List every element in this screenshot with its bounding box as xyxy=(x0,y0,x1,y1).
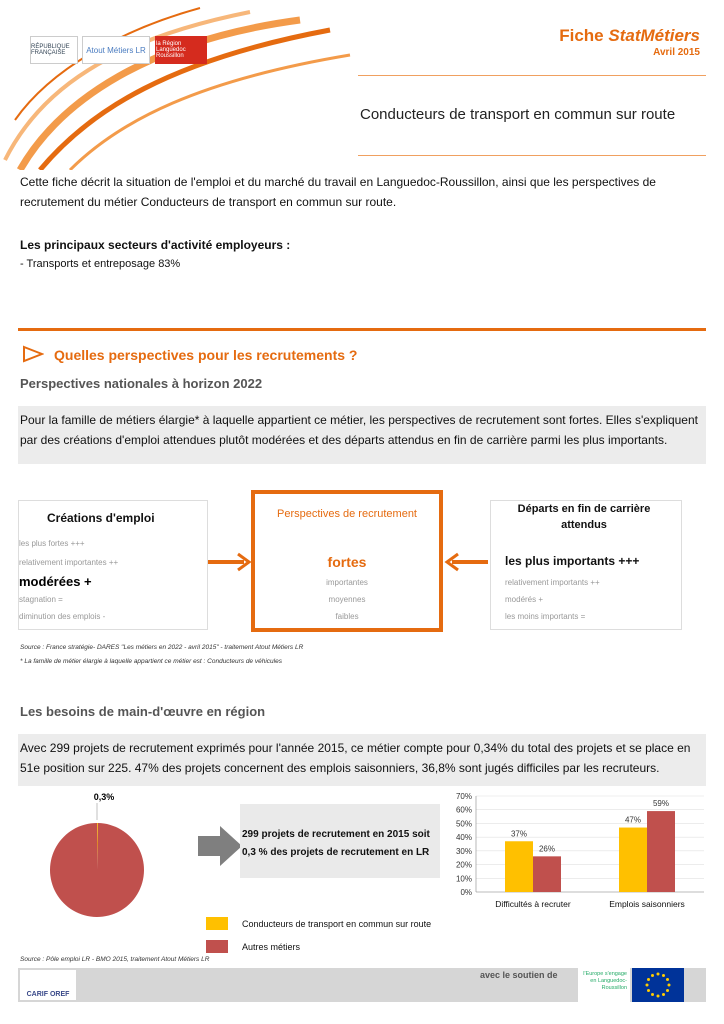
fiche-title-part2: StatMétiers xyxy=(608,26,700,45)
perspectives-box-title: Perspectives de recrutement xyxy=(276,508,417,520)
perspectives-level: faibles xyxy=(335,612,359,621)
arrowhead-left-icon xyxy=(444,552,460,572)
logo-atout-text: Atout Métiers LR xyxy=(86,45,146,55)
play-arrow-icon xyxy=(22,345,44,363)
pie-chart xyxy=(40,790,160,920)
logo-republique-francaise xyxy=(30,36,78,64)
creations-level: diminution des emplois - xyxy=(19,612,106,621)
perspectives-level: importantes xyxy=(326,578,368,587)
diagram-source: Source : France stratégie- DARES "Les métiers en 2022 - avril 2015" - traitement Atout Métiers LR xyxy=(20,644,304,651)
sectors-label: Les principaux secteurs d'activité employeurs : xyxy=(20,238,291,252)
arrowhead-right-icon xyxy=(236,552,252,572)
pie-slice xyxy=(50,823,144,917)
y-tick-label: 50% xyxy=(455,819,472,829)
callout-text: 299 projets de recrutement en 2015 soit 0,3 % des projets de recrutement en LR xyxy=(242,829,430,858)
creations-value: modérées + xyxy=(19,574,92,589)
bar-data-label: 47% xyxy=(624,815,642,825)
big-arrow-icon xyxy=(198,826,242,866)
sector-item: - Transports et entreposage 83% xyxy=(20,258,181,270)
intro-text: Cette fiche décrit la situation de l'emploi et du marché du travail en Languedoc-Roussillon, ainsi que les perspectives de recrutement du métier Conducteurs de transport en commun sur route. xyxy=(20,175,656,209)
departs-panel xyxy=(490,500,682,630)
decorative-swoosh xyxy=(0,0,360,170)
logo-europe-sengage xyxy=(578,968,630,1002)
besoins-title: Les besoins de main-d'œuvre en région xyxy=(20,704,266,719)
divider-bottom xyxy=(358,155,706,156)
national-title: Perspectives nationales à horizon 2022 xyxy=(20,376,263,391)
fiche-title xyxy=(559,26,700,46)
logo-europe-text: l'Europe s'engage en Languedoc-Roussillon xyxy=(583,971,627,991)
logo-rf-text: RÉPUBLIQUE FRANÇAISE xyxy=(31,44,70,56)
eu-flag-icon xyxy=(632,968,684,1002)
creations-title: Créations d'emploi xyxy=(47,511,155,525)
besoins-source: Source : Pôle emploi LR - BMO 2015, traitement Atout Métiers LR xyxy=(20,956,210,963)
logo-region xyxy=(155,36,207,64)
bar xyxy=(533,856,561,892)
diagram-note: * La famille de métier élargie à laquelle appartient ce métier est : Conducteurs de véhicules xyxy=(20,658,282,665)
national-text: Pour la famille de métiers élargie* à laquelle appartient ce métier, les perspectives de recrutement sont fortes. Elles s'expliquent par des créations d'emploi attendues plutôt modérées et des départs attendus en fin de carrière parmi les plus importants. xyxy=(18,406,706,464)
bar-chart xyxy=(446,788,706,914)
bar-data-label: 59% xyxy=(652,799,670,809)
x-tick-label: Difficultés à recruter xyxy=(495,899,571,909)
creations-panel xyxy=(18,500,208,630)
x-tick-label: Emplois saisonniers xyxy=(609,899,685,909)
creations-level: stagnation = xyxy=(19,595,63,604)
departs-level: les moins importants = xyxy=(505,612,586,621)
bar xyxy=(619,828,647,892)
logo-carif-oref xyxy=(20,970,76,1000)
y-tick-label: 30% xyxy=(455,846,472,856)
departs-value: les plus importants +++ xyxy=(505,554,640,568)
departs-level: relativement importants ++ xyxy=(505,578,600,587)
bar-data-label: 37% xyxy=(510,829,528,839)
fiche-date: Avril 2015 xyxy=(653,47,700,58)
page-title: Conducteurs de transport en commun sur route xyxy=(360,106,676,123)
perspectives-box xyxy=(251,490,443,632)
y-tick-label: 60% xyxy=(455,805,472,815)
perspectives-level: moyennes xyxy=(328,595,366,604)
creations-level: relativement importantes ++ xyxy=(19,558,119,567)
creations-level: les plus fortes +++ xyxy=(19,539,85,548)
legend-label-2: Autres métiers xyxy=(242,942,301,952)
callout-box xyxy=(240,804,440,878)
logo-atout-metiers xyxy=(82,36,150,64)
bar xyxy=(647,811,675,892)
departs-title: Départs en fin de carrière attendus xyxy=(517,503,651,531)
besoins-text: Avec 299 projets de recrutement exprimés pour l'année 2015, ce métier compte pour 0,34% du total des projets et se place en 51e position sur 225. 47% des projets concernent des emplois saisonniers, 36,8% sont jugés difficiles par les recruteurs. xyxy=(18,734,706,786)
departs-level: modérés + xyxy=(505,595,544,604)
section-title: Quelles perspectives pour les recrutements ? xyxy=(54,347,358,363)
divider-top xyxy=(358,75,706,76)
perspectives-value: fortes xyxy=(327,554,367,570)
bar xyxy=(505,841,533,892)
y-tick-label: 20% xyxy=(455,860,472,870)
logo-region-text: la Région Languedoc Roussillon xyxy=(156,41,186,59)
legend-label-1: Conducteurs de transport en commun sur route xyxy=(242,919,432,929)
fiche-title-part1: Fiche xyxy=(559,26,609,45)
y-tick-label: 40% xyxy=(455,833,472,843)
legend-swatch-2 xyxy=(206,940,228,953)
logo-carif-text: CARIF OREF xyxy=(26,991,70,998)
section-divider xyxy=(18,328,706,331)
y-tick-label: 0% xyxy=(460,888,472,897)
y-tick-label: 10% xyxy=(455,874,472,884)
pie-data-label: 0,3% xyxy=(93,792,115,802)
legend-swatch-1 xyxy=(206,917,228,930)
footer-support: avec le soutien de xyxy=(480,970,558,980)
bar-data-label: 26% xyxy=(538,844,556,854)
y-tick-label: 70% xyxy=(455,792,472,801)
